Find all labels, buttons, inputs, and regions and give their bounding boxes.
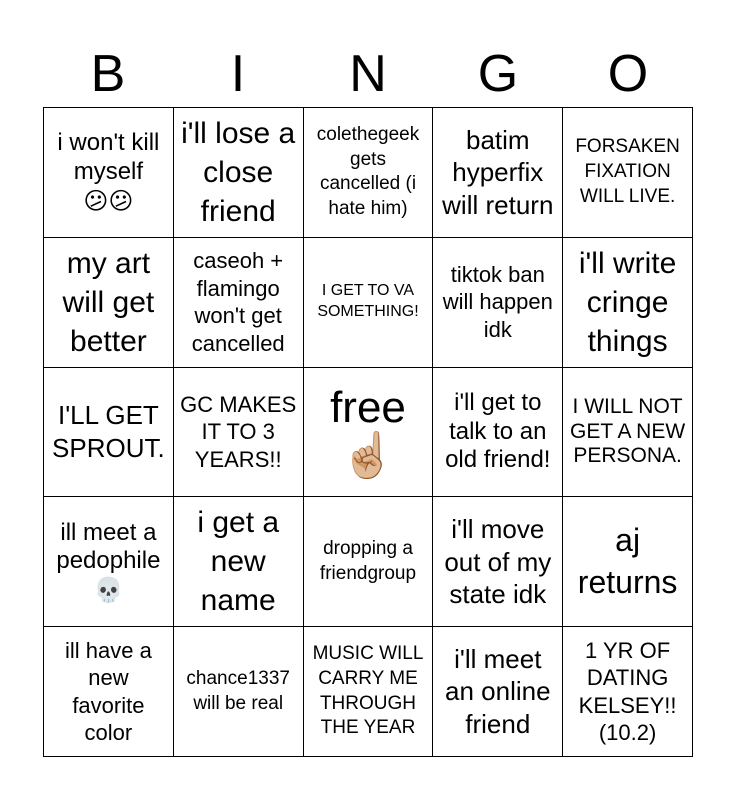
- bingo-cell[interactable]: [44, 368, 174, 498]
- bingo-cell[interactable]: [174, 497, 304, 627]
- bingo-cell[interactable]: [174, 627, 304, 757]
- cell-text: i'll write cringe things: [578, 246, 677, 358]
- cell-text: i get a new name: [197, 506, 280, 618]
- pointing-finger-icon: ☝🏼: [340, 429, 396, 481]
- cell-text: i won't kill myself: [57, 129, 160, 185]
- bingo-board: [43, 107, 693, 757]
- bingo-cell[interactable]: [304, 497, 434, 627]
- bingo-cell[interactable]: [44, 108, 174, 238]
- bingo-header: [43, 42, 693, 106]
- cell-text: ill meet a pedophile: [56, 518, 161, 575]
- bingo-cell[interactable]: [433, 238, 563, 368]
- header-letter-b: B: [90, 45, 126, 103]
- cell-text: aj returns: [577, 522, 678, 600]
- bingo-cell[interactable]: [433, 497, 563, 627]
- bingo-cell[interactable]: [563, 238, 693, 368]
- cell-text: GC MAKES IT TO 3 YEARS!!: [180, 391, 297, 472]
- skull-icon: 💀: [93, 576, 124, 605]
- free-space-label: free: [330, 382, 406, 432]
- cell-text: I WILL NOT GET A NEW PERSONA.: [570, 394, 686, 468]
- cell-text: caseoh + flamingo won't get cancelled: [191, 248, 285, 356]
- header-letter-g: G: [477, 45, 519, 103]
- bingo-cell[interactable]: [563, 497, 693, 627]
- free-space-cell[interactable]: [304, 368, 434, 498]
- cell-text: i'll meet an online friend: [445, 643, 551, 739]
- bingo-cell[interactable]: [433, 368, 563, 498]
- cell-text: dropping a friendgroup: [319, 538, 417, 584]
- bingo-cell[interactable]: [563, 627, 693, 757]
- header-letter-o: O: [607, 45, 649, 103]
- cell-text: ill have a new favorite color: [64, 637, 152, 746]
- cell-text: i'll lose a close friend: [181, 116, 296, 228]
- bingo-cell[interactable]: [304, 108, 434, 238]
- header-letter-n: N: [349, 45, 387, 103]
- bingo-cell[interactable]: [174, 238, 304, 368]
- cell-text: i'll get to talk to an old friend!: [445, 388, 551, 474]
- cell-text: my art will get better: [62, 246, 155, 358]
- cell-text: colethegeek gets cancelled (i hate him): [316, 124, 420, 220]
- bingo-cell[interactable]: [563, 108, 693, 238]
- cell-text: FORSAKEN FIXATION WILL LIVE.: [575, 136, 680, 207]
- bingo-cell[interactable]: [174, 368, 304, 498]
- cell-text: MUSIC WILL CARRY ME THROUGH THE YEAR: [312, 643, 424, 739]
- cell-text: i'll move out of my state idk: [444, 514, 552, 610]
- cell-text: I GET TO VA SOMETHING!: [317, 282, 419, 321]
- bingo-cell[interactable]: [304, 627, 434, 757]
- bingo-cell[interactable]: [44, 627, 174, 757]
- cell-text: 1 YR OF DATING KELSEY!! (10.2): [578, 637, 677, 746]
- confused-face-icon: 😕😕: [83, 186, 134, 215]
- cell-text: I'LL GET SPROUT.: [52, 400, 165, 463]
- bingo-cell[interactable]: [563, 368, 693, 498]
- bingo-cell[interactable]: [304, 238, 434, 368]
- bingo-cell[interactable]: [433, 108, 563, 238]
- cell-text: tiktok ban will happen idk: [442, 261, 553, 342]
- header-letter-i: I: [230, 45, 246, 103]
- bingo-cell[interactable]: [433, 627, 563, 757]
- bingo-cell[interactable]: [174, 108, 304, 238]
- cell-text: batim hyperfix will return: [442, 124, 554, 220]
- bingo-cell[interactable]: [44, 238, 174, 368]
- cell-text: chance1337 will be real: [186, 667, 290, 714]
- bingo-cell[interactable]: [44, 497, 174, 627]
